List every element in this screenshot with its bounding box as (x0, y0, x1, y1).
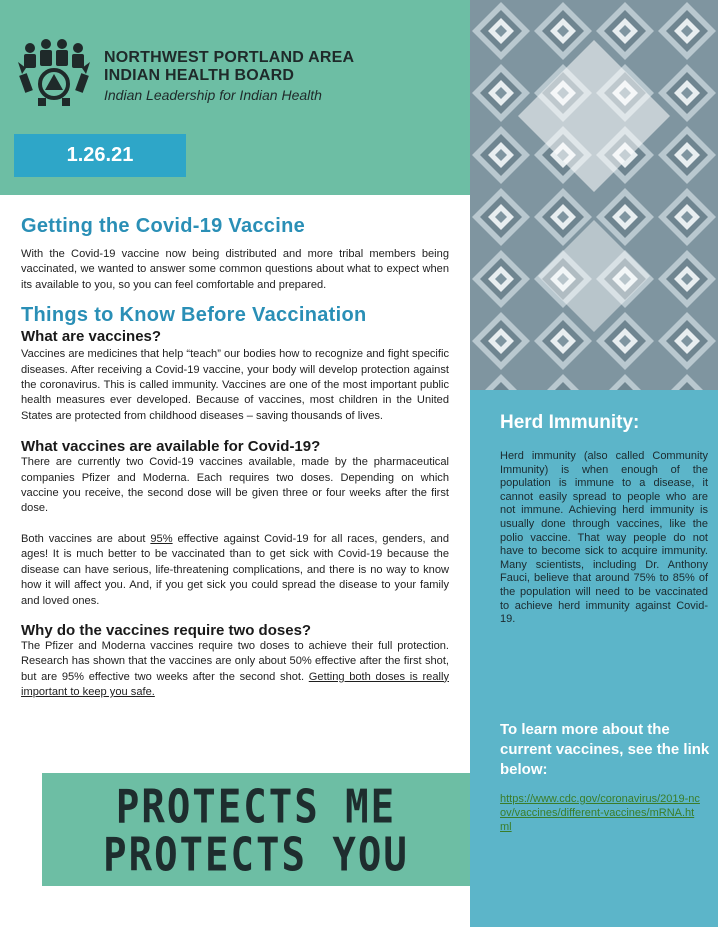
question-heading-vaccines: What are vaccines? (21, 328, 162, 346)
effectiveness-percent: 95% (150, 532, 173, 545)
header-band (0, 0, 470, 195)
answer-available: There are currently two Covid-19 vaccines available, made by the pharmaceutical companies Pfizer and Moderna. Each requires two doses. Depending on which vaccine you receive, the second dose will be given three or four weeks after the first dose. (21, 456, 449, 515)
banner-line-2: PROTECTS YOU (103, 828, 409, 883)
intro-paragraph: With the Covid-19 vaccine now being distributed and more tribal members being vaccinated, we wanted to answer some common questions about what to expect when its available to you, so you can feel comfortable and prepared. (21, 248, 449, 291)
geometric-pattern-image (470, 0, 718, 390)
question-heading-available: What vaccines are available for Covid-19? (21, 438, 321, 456)
cdc-vaccine-link[interactable]: https://www.cdc.gov/coronavirus/2019-ncov/vaccines/different-vaccines/mRNA.html (500, 793, 700, 833)
date-badge: 1.26.21 (14, 134, 186, 177)
effectiveness-text-start: Both vaccines are about (21, 532, 151, 545)
effectiveness-text-end: effective against Covid-19 for all races, genders, and ages! It is much better to be vaccinated than to get sick with Covid-19 because the disease can have serious, life-threatening complications, and there is no way to know how it will affect you. And, if you get sick you could spread the disease to your family and loved ones. (21, 532, 449, 607)
protects-banner (42, 773, 470, 886)
organization-name (104, 49, 354, 85)
herd-immunity-sidebar (470, 390, 718, 927)
sidebar-title: Herd Immunity: (500, 412, 640, 433)
learn-more-text: To learn more about the current vaccines, see the link below: (500, 721, 710, 778)
banner-line-1: PROTECTS ME (115, 780, 397, 835)
answer-two-doses (21, 639, 449, 701)
organization-tagline: Indian Leadership for Indian Health (104, 87, 322, 103)
question-heading-two-doses: Why do the vaccines require two doses? (21, 621, 312, 639)
effectiveness-paragraph (21, 532, 449, 609)
org-name-line2: INDIAN HEALTH BOARD (104, 67, 295, 84)
org-name-line1: NORTHWEST PORTLAND AREA (104, 49, 355, 66)
two-doses-emphasis: Getting both doses is really important to keep you safe. (21, 670, 449, 699)
section-title: Things to Know Before Vaccination (21, 304, 367, 327)
sidebar-body: Herd immunity (also called Community Immunity) is when enough of the population is immune to a disease, it cannot easily spread to people who are not immune. Achieving herd immunity is usually done through vaccines, like the polio vaccine. That way people do not have to become sick to acquire immunity. Many scientists, including Dr. Anthony Fauci, believe that around 75% to 85% of the population will need to be vaccinated to achieve herd immunity against Covid-19. (500, 450, 708, 626)
two-doses-text: The Pfizer and Moderna vaccines require two doses to achieve their full protection. Research has shown that the vaccines are only about 50% effective after the first shot, but are 95% effective two weeks after the second shot. (21, 639, 449, 683)
tribal-figures-logo-icon (16, 38, 100, 108)
page-title: Getting the Covid-19 Vaccine (21, 215, 306, 237)
main-content (21, 215, 449, 701)
answer-vaccines: Vaccines are medicines that help “teach” our bodies how to recognize and fight specific diseases. After receiving a Covid-19 vaccine, your body will develop protection against the coronavirus. This is called immunity. Vaccines are one of the most important public health measures ever developed. Because of vaccines, most children in the United States are protected from childhood diseases – saving thousands of lives. (21, 348, 449, 422)
